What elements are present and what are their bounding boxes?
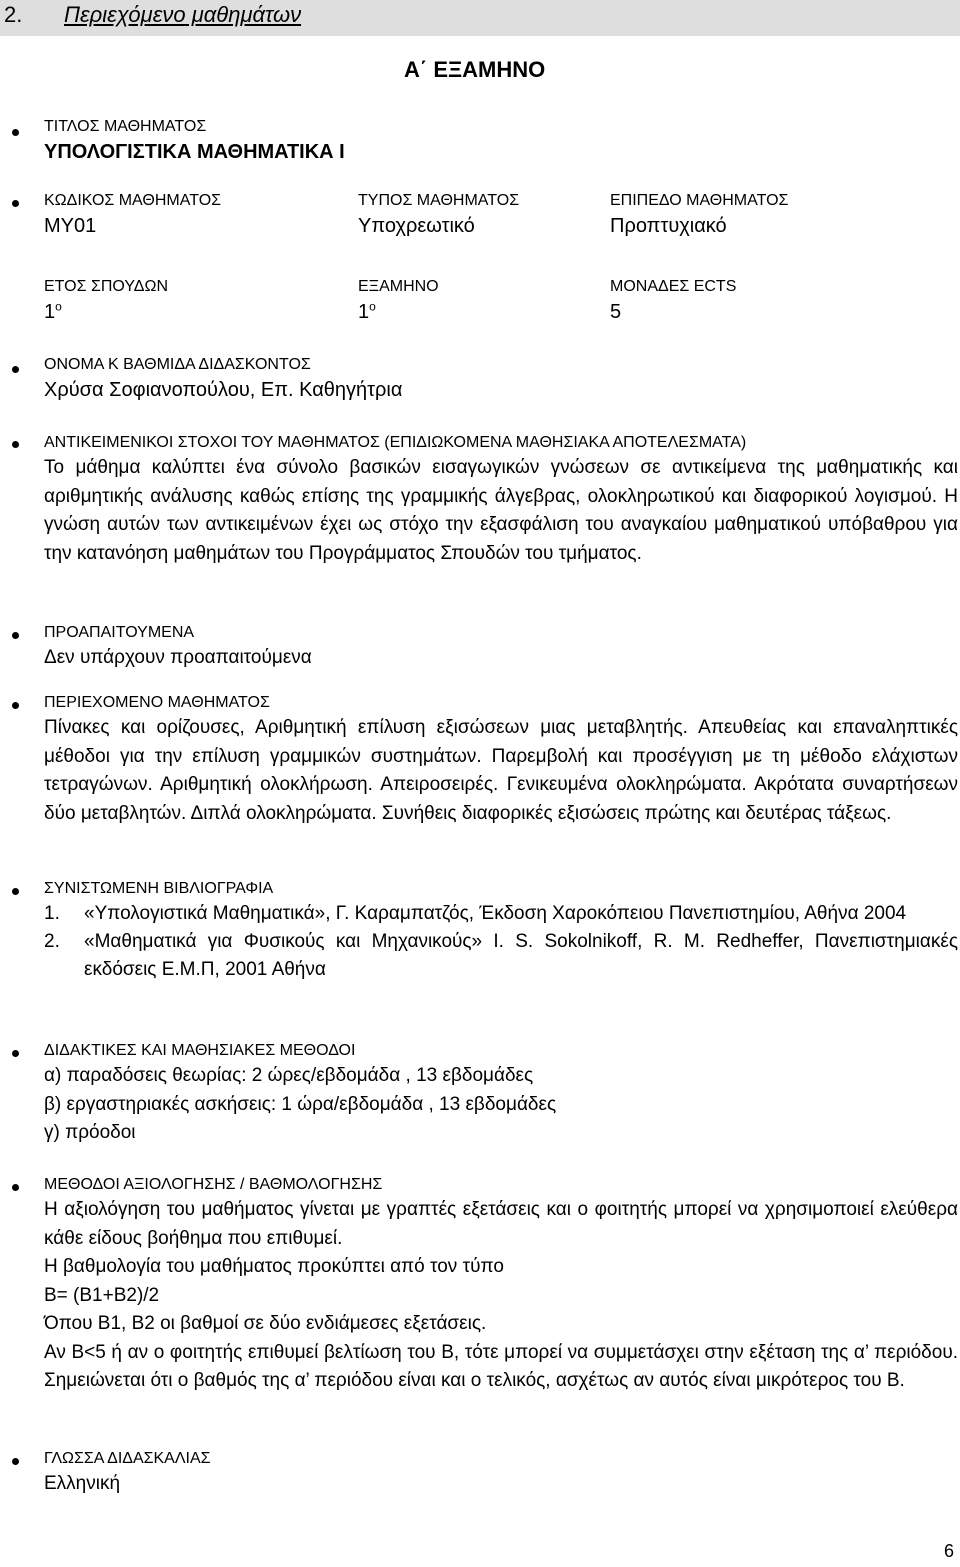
objectives-text: Το μάθημα καλύπτει ένα σύνολο βασικών εισαγωγικών γνώσεων σε αντικείμενα της μαθηματικής και αριθμητικής ανάλυσης καθώς επίσης της γραμμικής άλγεβρας, ολοκληρωτικού και διαφορικού λογισμού. Η γνώση αυτών των αντικειμένων έχει ως στόχο την εξασφάλιση του αναγκαίου μαθηματικού υπόβαθρου για την κατανόηση μαθημάτων του Προγράμματος Σπουδών του τμήματος.	[44, 457, 958, 564]
study-year-sup: ο	[55, 299, 62, 314]
course-type-value: Υποχρεωτικό	[358, 215, 475, 237]
semester-sup: ο	[369, 299, 376, 314]
content-label: ΠΕΡΙΕΧΟΜΕΝΟ ΜΑΘΗΜΑΤΟΣ	[44, 694, 270, 711]
objectives-section	[44, 432, 958, 568]
course-code-value: ΜΥ01	[44, 215, 97, 237]
prerequisites-section	[44, 622, 958, 673]
assessment-label: ΜΕΘΟΔΟΙ ΑΞΙΟΛΟΓΗΣΗΣ / ΒΑΘΜΟΛΟΓΗΣΗΣ	[44, 1176, 383, 1193]
bullet-icon	[12, 1458, 19, 1465]
assessment-formula: Β= (Β1+Β2)/2	[44, 1284, 160, 1306]
methods-line: γ) πρόοδοι	[44, 1122, 136, 1143]
assessment-section	[44, 1174, 958, 1396]
course-type-block	[358, 190, 519, 240]
bullet-icon	[12, 1184, 19, 1191]
assessment-paragraph: Η αξιολόγηση του μαθήματος γίνεται με γραπτές εξετάσεις και ο φοιτητής μπορεί να χρησιμοποιεί ελεύθερα κάθε είδους βοήθημα που επιθυμεί.	[44, 1199, 958, 1249]
bullet-icon	[12, 366, 19, 373]
prerequisites-value: Δεν υπάρχουν προαπαιτούμενα	[44, 647, 312, 668]
bibliography-item-text: «Μαθηματικά για Φυσικούς και Μηχανικούς» I. S. Sokolnikoff, R. M. Redheffer, Πανεπιστημιακές εκδόσεις Ε.Μ.Π, 2001 Αθήνα	[84, 931, 958, 980]
course-level-value: Προπτυχιακό	[610, 215, 727, 237]
bullet-icon	[12, 200, 19, 207]
bibliography-item-number: 1.	[44, 903, 60, 924]
bullet-icon	[12, 1050, 19, 1057]
semester-block	[358, 276, 439, 326]
assessment-paragraph: Όπου Β1, Β2 οι βαθμοί σε δύο ενδιάμεσες εξετάσεις.	[44, 1313, 487, 1334]
language-label: ΓΛΩΣΣΑ ΔΙΔΑΣΚΑΛΙΑΣ	[44, 1450, 211, 1467]
methods-label: ΔΙΔΑΚΤΙΚΕΣ ΚΑΙ ΜΑΘΗΣΙΑΚΕΣ ΜΕΘΟΔΟΙ	[44, 1042, 356, 1059]
bibliography-item	[44, 928, 958, 984]
section-number: 2.	[4, 2, 23, 27]
bibliography-item-number: 2.	[44, 931, 60, 952]
study-year-label: ΕΤΟΣ ΣΠΟΥΔΩΝ	[44, 278, 168, 295]
instructor-value: Χρύσα Σοφιανοπούλου, Επ. Καθηγήτρια	[44, 379, 403, 401]
bullet-icon	[12, 129, 19, 136]
page-number: 6	[944, 1541, 955, 1561]
bullet-icon	[12, 632, 19, 639]
instructor-section	[44, 354, 958, 404]
semester-value: 1	[358, 301, 370, 323]
section-header	[0, 0, 960, 36]
ects-label: ΜΟΝΑΔΕΣ ECTS	[610, 278, 737, 295]
course-title-value: ΥΠΟΛΟΓΙΣΤΙΚΑ ΜΑΘΗΜΑΤΙΚΑ Ι	[44, 141, 345, 163]
bullet-icon	[12, 441, 19, 448]
course-title-section	[44, 116, 958, 166]
bullet-icon	[12, 888, 19, 895]
methods-section	[44, 1040, 958, 1148]
study-year-value: 1	[44, 301, 56, 323]
ects-value: 5	[610, 301, 622, 323]
bibliography-label: ΣΥΝΙΣΤΩΜΕΝΗ ΒΙΒΛΙΟΓΡΑΦΙΑ	[44, 880, 274, 897]
study-year-block	[44, 276, 168, 326]
content-text: Πίνακες και ορίζουσες, Αριθμητική επίλυση εξισώσεων μιας μεταβλητής. Απευθείας και επαναληπτικές μέθοδοι για την επίλυση γραμμικών συστημάτων. Παρεμβολή και προσέγγιση με τη μέθοδο ελάχιστων τετραγώνων. Αριθμητική ολοκλήρωση. Απειροσειρές. Γενικευμένα ολοκληρώματα. Ακρότατα συναρτήσεων δύο μεταβλητών. Διπλά ολοκληρώματα. Συνήθεις διαφορικές εξισώσεις πρώτης και δευτέρας τάξεως.	[44, 717, 958, 824]
course-title-label: ΤΙΤΛΟΣ ΜΑΘΗΜΑΤΟΣ	[44, 118, 207, 135]
objectives-label: ΑΝΤΙΚΕΙΜΕΝΙΚΟΙ ΣΤΟΧΟΙ ΤΟΥ ΜΑΘΗΜΑΤΟΣ (ΕΠΙΔΙΩΚΟΜΕΝΑ ΜΑΘΗΣΙΑΚΑ ΑΠΟΤΕΛΕΣΜΑΤΑ)	[44, 434, 747, 451]
semester-heading: Α΄ ΕΞΑΜΗΝΟ	[404, 57, 546, 82]
bullet-icon	[12, 702, 19, 709]
instructor-label: ΟΝΟΜΑ Κ ΒΑΘΜΙΔΑ ΔΙΔΑΣΚΟΝΤΟΣ	[44, 356, 311, 373]
methods-line: β) εργαστηριακές ασκήσεις: 1 ώρα/εβδομάδα , 13 εβδομάδες	[44, 1093, 557, 1115]
language-value: Ελληνική	[44, 1473, 121, 1494]
assessment-paragraph: Αν Β<5 ή αν ο φοιτητής επιθυμεί βελτίωση του Β, τότε μπορεί να συμμετάσχει στην εξέταση της α’ περιόδου. Σημειώνεται ότι ο βαθμός της α’ περιόδου είναι και ο τελικός, ασχέτως αν αυτός είναι μικρότερος του Β.	[44, 1341, 958, 1391]
language-section	[44, 1448, 958, 1499]
course-code-label: ΚΩΔΙΚΟΣ ΜΑΘΗΜΑΤΟΣ	[44, 192, 222, 209]
bibliography-section	[44, 878, 958, 984]
course-type-label: ΤΥΠΟΣ ΜΑΘΗΜΑΤΟΣ	[358, 192, 520, 209]
ects-block	[610, 276, 736, 326]
semester-label: ΕΞΑΜΗΝΟ	[358, 278, 439, 295]
assessment-paragraph: Η βαθμολογία του μαθήματος προκύπτει από τον τύπο	[44, 1256, 504, 1277]
methods-line: α) παραδόσεις θεωρίας: 2 ώρες/εβδομάδα , 13 εβδομάδες	[44, 1065, 534, 1086]
course-level-block	[610, 190, 788, 240]
course-code-block	[44, 190, 221, 240]
bibliography-item	[44, 900, 958, 928]
content-section	[44, 692, 958, 828]
bibliography-item-text: «Υπολογιστικά Μαθηματικά», Γ. Καραμπατζός, Έκδοση Χαροκόπειου Πανεπιστημίου, Αθήνα 2004	[84, 903, 907, 924]
section-title: Περιεχόμενο μαθημάτων	[64, 2, 302, 27]
course-level-label: ΕΠΙΠΕΔΟ ΜΑΘΗΜΑΤΟΣ	[610, 192, 789, 209]
prerequisites-label: ΠΡΟΑΠΑΙΤΟΥΜΕΝΑ	[44, 624, 195, 641]
